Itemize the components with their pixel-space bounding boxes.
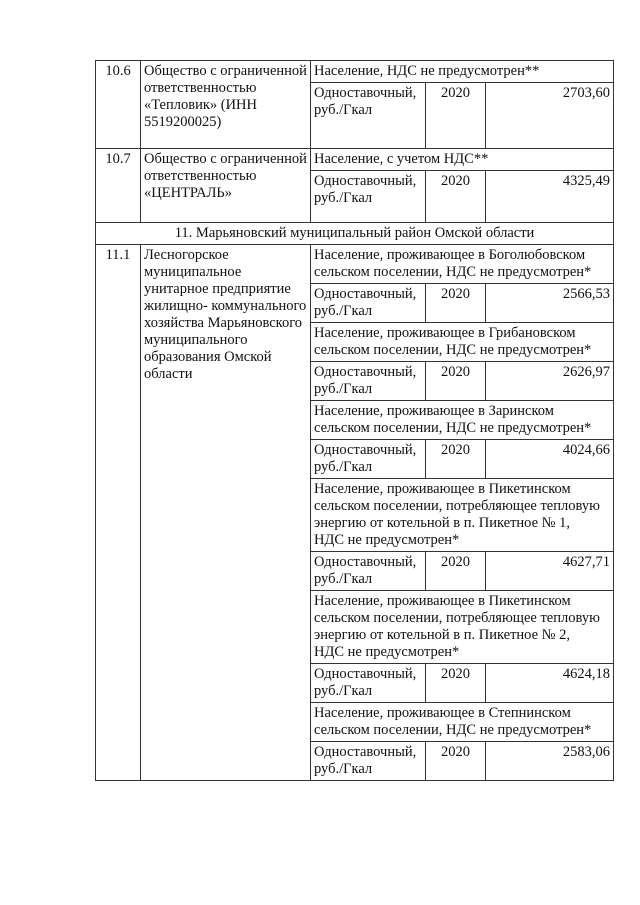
tariff-year: 2020 (426, 284, 486, 323)
row-number: 10.6 (96, 61, 141, 149)
tariff-table (95, 60, 614, 781)
tariff-kind: Одноставочный, руб./Гкал (311, 171, 426, 223)
tariff-value: 2703,60 (486, 83, 614, 149)
consumer-group: Население, проживающее в Боголюбовском сельском поселении, НДС не предусмотрен* (311, 245, 614, 284)
tariff-year: 2020 (426, 171, 486, 223)
organization-name: Лесногорское муниципальное унитарное предприятие жилищно- коммунального хозяйства Марьяновского муниципального образования Омской области (141, 245, 311, 781)
tariff-value: 2626,97 (486, 362, 614, 401)
consumer-group: Население, проживающее в Степнинском сельском поселении, НДС не предусмотрен* (311, 703, 614, 742)
organization-name: Общество с ограниченной ответственностью «ЦЕНТРАЛЬ» (141, 149, 311, 223)
row-number: 11.1 (96, 245, 141, 781)
tariff-value: 4627,71 (486, 552, 614, 591)
tariff-year: 2020 (426, 664, 486, 703)
tariff-kind: Одноставочный, руб./Гкал (311, 664, 426, 703)
tariff-value: 2583,06 (486, 742, 614, 781)
tariff-year: 2020 (426, 362, 486, 401)
tariff-kind: Одноставочный, руб./Гкал (311, 742, 426, 781)
tariff-year: 2020 (426, 83, 486, 149)
tariff-kind: Одноставочный, руб./Гкал (311, 83, 426, 149)
tariff-year: 2020 (426, 440, 486, 479)
table-row (96, 61, 614, 83)
table-row (96, 223, 614, 245)
table-row (96, 245, 614, 284)
tariff-kind: Одноставочный, руб./Гкал (311, 552, 426, 591)
consumer-group: Население, с учетом НДС** (311, 149, 614, 171)
section-heading: 11. Марьяновский муниципальный район Омской области (96, 223, 614, 245)
tariff-value: 2566,53 (486, 284, 614, 323)
consumer-group: Население, проживающее в Заринском сельском поселении, НДС не предусмотрен* (311, 401, 614, 440)
tariff-year: 2020 (426, 552, 486, 591)
consumer-group: Население, проживающее в Пикетинском сельском поселении, потребляющее тепловую энергию от котельной в п. Пикетное № 1, НДС не предусмотрен* (311, 479, 614, 552)
consumer-group: Население, проживающее в Грибановском сельском поселении, НДС не предусмотрен* (311, 323, 614, 362)
consumer-group: Население, проживающее в Пикетинском сельском поселении, потребляющее тепловую энергию от котельной в п. Пикетное № 2, НДС не предусмотрен* (311, 591, 614, 664)
tariff-kind: Одноставочный, руб./Гкал (311, 362, 426, 401)
tariff-kind: Одноставочный, руб./Гкал (311, 284, 426, 323)
tariff-value: 4624,18 (486, 664, 614, 703)
tariff-year: 2020 (426, 742, 486, 781)
tariff-kind: Одноставочный, руб./Гкал (311, 440, 426, 479)
row-number: 10.7 (96, 149, 141, 223)
tariff-value: 4325,49 (486, 171, 614, 223)
tariff-value: 4024,66 (486, 440, 614, 479)
consumer-group: Население, НДС не предусмотрен** (311, 61, 614, 83)
organization-name: Общество с ограниченной ответственностью «Тепловик» (ИНН 5519200025) (141, 61, 311, 149)
table-row (96, 149, 614, 171)
